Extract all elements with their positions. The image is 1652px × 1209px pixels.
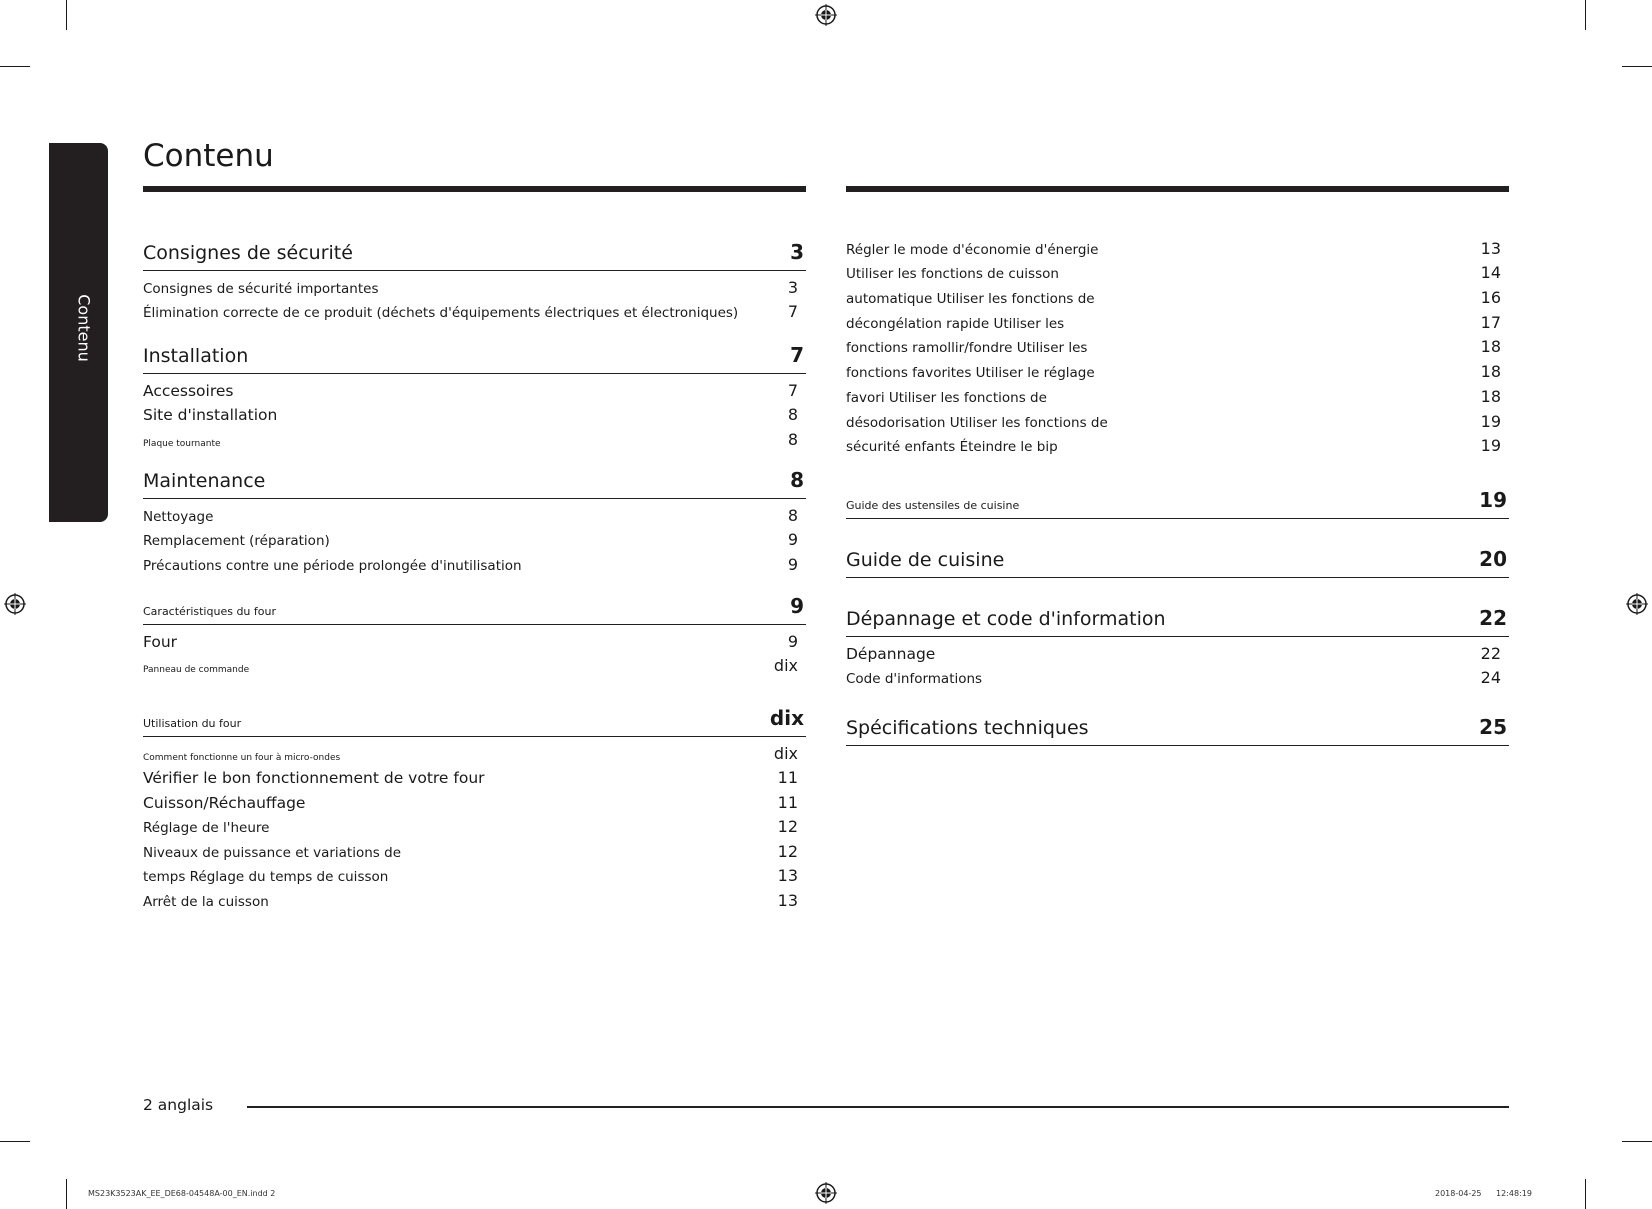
toc-entry[interactable] <box>846 434 1509 459</box>
toc-section-heading[interactable] <box>143 339 806 374</box>
toc-entry[interactable] <box>846 310 1509 335</box>
toc-entry-page: 13 <box>777 866 798 885</box>
toc-entry-label: décongélation rapide Utiliser les <box>846 315 1065 332</box>
toc-entry-label: Panneau de commande <box>143 665 250 675</box>
section-title: Utilisation du four <box>143 717 242 730</box>
toc-entry-label: Utiliser les fonctions de cuisson <box>846 266 1059 283</box>
toc-entry-page: 14 <box>1480 263 1501 283</box>
section-page-number: 3 <box>790 240 804 264</box>
crop-mark <box>66 1179 67 1209</box>
toc-entry[interactable] <box>846 285 1509 310</box>
toc-entry-label: Accessoires <box>143 381 234 400</box>
toc-entry-label: Dépannage <box>846 644 936 663</box>
toc-entry-page: 9 <box>787 554 798 574</box>
toc-entry[interactable] <box>143 427 806 452</box>
toc-section <box>143 236 806 324</box>
toc-entry-page: 7 <box>787 302 798 321</box>
toc-entry-page: 7 <box>787 380 798 400</box>
toc-section <box>143 339 806 452</box>
toc-entry[interactable] <box>143 503 806 528</box>
toc-entry[interactable] <box>143 275 806 300</box>
toc-entry[interactable] <box>143 815 806 840</box>
section-title: Caractéristiques du four <box>143 605 276 618</box>
title-rule-left <box>143 186 806 192</box>
toc-entry-label: temps Réglage du temps de cuisson <box>143 869 389 885</box>
toc-section <box>143 702 806 913</box>
toc-continued-list <box>846 236 1509 458</box>
section-page-number: 22 <box>1479 606 1507 630</box>
toc-entry-page: 8 <box>787 405 798 424</box>
toc-section <box>846 543 1509 582</box>
toc-entry[interactable] <box>143 300 806 325</box>
toc-entry-page: 3 <box>787 277 798 297</box>
registration-mark-icon <box>815 1182 837 1204</box>
toc-entry-page: 8 <box>787 505 798 525</box>
toc-entry-page: 13 <box>777 890 798 910</box>
toc-section <box>143 464 806 577</box>
title-rule-right <box>846 186 1509 192</box>
toc-entry-label: automatique Utiliser les fonctions de <box>846 291 1095 308</box>
toc-entry-page: 8 <box>787 429 798 449</box>
toc-entry[interactable] <box>143 864 806 889</box>
toc-entry-label: Régler le mode d'économie d'énergie <box>846 241 1099 258</box>
section-page-number: 8 <box>790 468 804 492</box>
toc-section <box>846 711 1509 750</box>
toc-entry-page: dix <box>773 743 798 763</box>
section-title: Dépannage et code d'information <box>846 608 1166 630</box>
registration-mark-icon <box>815 4 837 26</box>
toc-entry[interactable] <box>143 839 806 864</box>
toc-entry-label: Précautions contre une période prolongée d'inutilisation <box>143 557 522 574</box>
toc-entry[interactable] <box>143 378 806 403</box>
section-page-number: 25 <box>1479 715 1507 739</box>
registration-mark-icon <box>1626 593 1648 615</box>
toc-entry[interactable] <box>143 888 806 913</box>
toc-entry-page: 19 <box>1480 436 1501 456</box>
toc-entry-page: 9 <box>787 631 798 651</box>
toc-entry-page: dix <box>773 656 798 675</box>
toc-entry-page: 12 <box>777 817 798 836</box>
toc-entry-label: Four <box>143 632 178 651</box>
file-slug: MS23K3523AK_EE_DE68-04548A-00_EN.indd 2 <box>88 1189 276 1198</box>
toc-entry[interactable] <box>143 766 806 791</box>
toc-entry-page: 22 <box>1480 643 1501 663</box>
toc-section <box>143 590 806 678</box>
section-title: Guide de cuisine <box>846 549 1005 571</box>
toc-section-heading[interactable] <box>846 711 1509 746</box>
toc-section-heading[interactable] <box>143 702 806 737</box>
toc-section-heading[interactable] <box>846 543 1509 578</box>
toc-entry[interactable] <box>846 666 1509 691</box>
page-title: Contenu <box>143 138 274 174</box>
crop-mark <box>0 1141 30 1142</box>
toc-entry[interactable] <box>143 790 806 815</box>
side-tab-label: Contenu <box>74 294 94 362</box>
section-page-number: 7 <box>790 343 804 367</box>
toc-entry-page: 11 <box>777 768 798 787</box>
section-page-number: 19 <box>1479 488 1507 512</box>
section-page-number: 20 <box>1479 547 1507 571</box>
toc-entry-page: 11 <box>777 792 798 812</box>
toc-entry-page: 24 <box>1480 668 1501 687</box>
crop-mark <box>0 66 30 67</box>
toc-entry-page: 13 <box>1480 238 1501 258</box>
toc-entry[interactable] <box>143 403 806 428</box>
toc-entry-page: 16 <box>1480 288 1501 308</box>
toc-entry[interactable] <box>143 654 806 679</box>
toc-entry[interactable] <box>846 236 1509 261</box>
toc-entry-label: Nettoyage <box>143 508 214 525</box>
toc-entry[interactable] <box>143 629 806 654</box>
toc-entry[interactable] <box>846 359 1509 384</box>
toc-section-heading[interactable] <box>846 484 1509 519</box>
toc-section-heading[interactable] <box>143 590 806 625</box>
toc-section-heading[interactable] <box>143 236 806 271</box>
slug-date: 2018-04-25 <box>1435 1189 1482 1198</box>
toc-entry-page: 18 <box>1480 337 1501 357</box>
toc-section <box>846 484 1509 523</box>
section-title: Installation <box>143 345 249 367</box>
toc-entry-page: 18 <box>1480 386 1501 406</box>
toc-entry-label: Consignes de sécurité importantes <box>143 280 379 297</box>
toc-entry-label: fonctions ramollir/fondre Utiliser les <box>846 340 1088 357</box>
toc-entry-label: sécurité enfants Éteindre le bip <box>846 439 1058 456</box>
toc-entry-label: Remplacement (réparation) <box>143 533 330 549</box>
toc-entry-label: Élimination correcte de ce produit (déchets d'équipements électriques et électroniques) <box>143 305 739 321</box>
toc-entry-label: Cuisson/Réchauffage <box>143 793 306 812</box>
toc-entry[interactable] <box>143 552 806 577</box>
registration-mark-icon <box>4 593 26 615</box>
section-title: Consignes de sécurité <box>143 242 353 264</box>
toc-entry-label: désodorisation Utiliser les fonctions de <box>846 414 1108 431</box>
toc-entry-label: Arrêt de la cuisson <box>143 893 269 910</box>
toc-entry[interactable] <box>143 528 806 553</box>
section-page-number: 9 <box>790 594 804 618</box>
slug-time: 12:48:19 <box>1496 1189 1532 1198</box>
section-title: Guide des ustensiles de cuisine <box>846 499 1020 512</box>
toc-entry-label: Vérifier le bon fonctionnement de votre four <box>143 769 485 787</box>
toc-entry[interactable] <box>846 409 1509 434</box>
crop-mark <box>1585 1179 1586 1209</box>
crop-mark <box>66 0 67 30</box>
toc-entry-label: Code d'informations <box>846 671 983 687</box>
footer-rule <box>247 1106 1509 1108</box>
crop-mark <box>1622 1141 1652 1142</box>
section-title: Spécifications techniques <box>846 717 1089 739</box>
toc-section-heading[interactable] <box>143 464 806 499</box>
toc-entry-label: Plaque tournante <box>143 438 221 449</box>
toc-entry[interactable] <box>143 741 806 766</box>
toc-section-heading[interactable] <box>846 602 1509 637</box>
toc-entry-label: Comment fonctionne un four à micro-ondes <box>143 752 341 763</box>
page-number-label: 2 anglais <box>143 1096 214 1114</box>
toc-entry[interactable] <box>846 641 1509 666</box>
toc-entry[interactable] <box>846 384 1509 409</box>
toc-entry-page: 17 <box>1480 312 1501 332</box>
section-title: Maintenance <box>143 470 266 492</box>
toc-entry[interactable] <box>846 335 1509 360</box>
toc-entry-page: 18 <box>1480 362 1501 382</box>
toc-entry-label: favori Utiliser les fonctions de <box>846 389 1047 406</box>
toc-entry-page: 19 <box>1480 411 1501 431</box>
crop-mark <box>1585 0 1586 30</box>
toc-entry[interactable] <box>846 261 1509 286</box>
toc-entry-page: 12 <box>777 841 798 861</box>
toc-section <box>846 602 1509 690</box>
toc-entry-label: Site d'installation <box>143 406 278 424</box>
toc-entry-page: 9 <box>787 530 798 549</box>
toc-entry-label: fonctions favorites Utiliser le réglage <box>846 365 1095 382</box>
toc-entry-label: Niveaux de puissance et variations de <box>143 844 401 861</box>
crop-mark <box>1622 66 1652 67</box>
toc-entry-label: Réglage de l'heure <box>143 820 270 836</box>
section-page-number: dix <box>769 706 804 730</box>
